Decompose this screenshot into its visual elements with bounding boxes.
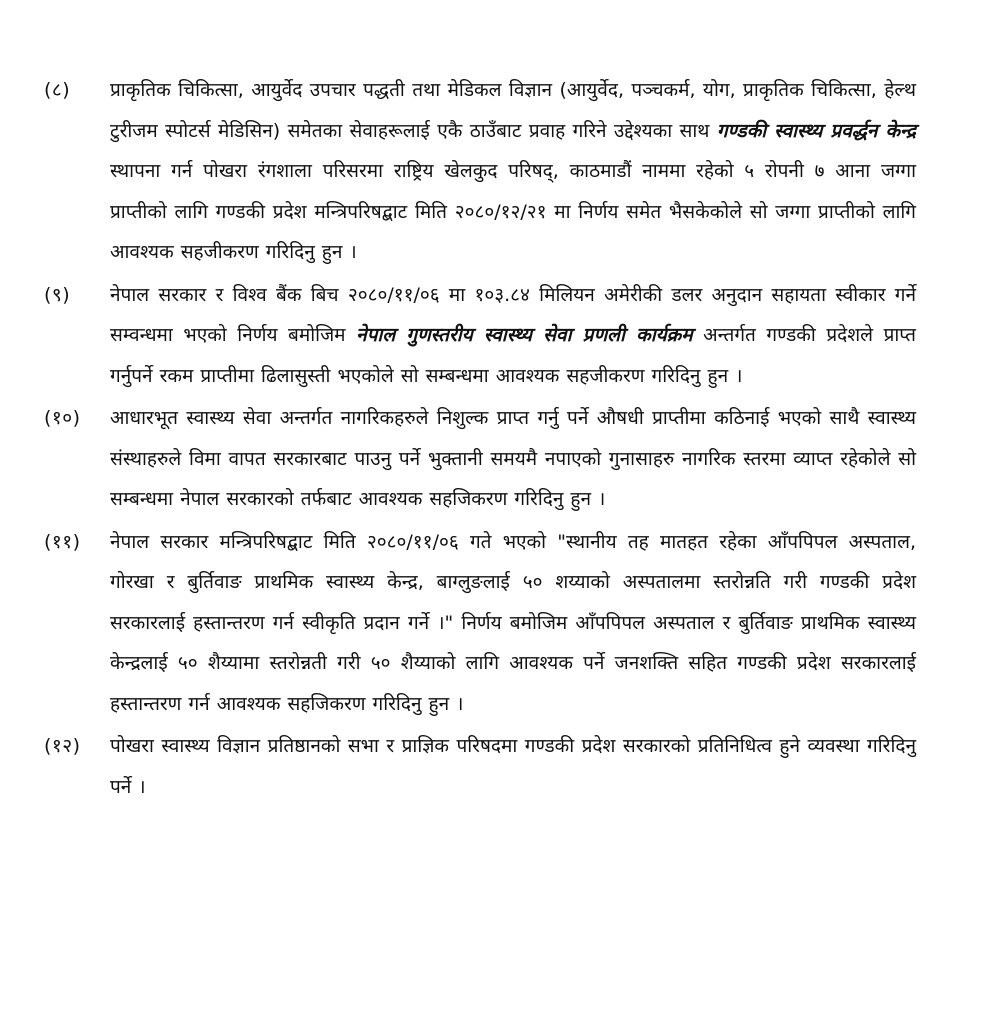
- text-segment: स्थापना गर्न पोखरा रंगशाला परिसरमा राष्ट्रिय खेलकुद परिषद्, काठमाडौं नाममा रहेको ५ रोपनी ७ आना जग्गा प्राप्तीको लागि गण्डकी प्रदेश मन्त्रिपरिषद्बाट मिति २०८०/१२/२१ मा निर्णय समेत भैसकेकोले सो जग्गा प्राप्तीको लागि आवश्यक सहजीकरण गरिदिनु हुन ।: [110, 160, 916, 263]
- emphasized-program-name: गण्डकी स्वास्थ्य प्रवर्द्धन केन्द्र: [716, 119, 916, 142]
- numbered-list: [44, 70, 916, 809]
- item-number: (१२): [44, 735, 81, 757]
- item-text: [110, 726, 916, 807]
- item-number: (१०): [44, 407, 81, 429]
- item-text: [110, 398, 916, 520]
- item-number: (८): [44, 79, 71, 101]
- item-number: (११): [44, 530, 81, 553]
- list-item-12: [44, 726, 916, 807]
- list-item-9: [44, 275, 916, 397]
- text-segment: नेपाल सरकार र विश्व बैंक बिच २०८०/११/०६ मा १०३.८४ मिलियन अमेरीकी डलर अनुदान सहायता स्वीकार गर्ने सम्वन्धमा भएको निर्णय बमोजिम: [110, 283, 916, 346]
- emphasized-program-name: नेपाल गुणस्तरीय स्वास्थ्य सेवा प्रणली कार्यक्रम: [356, 324, 693, 346]
- text-segment: अन्तर्गत गण्डकी प्रदेशले प्राप्त गर्नुपर्ने रकम प्राप्तीमा ढिलासुस्ती भएकोले सो सम्बन्धमा आवश्यक सहजीकरण गरिदिनु हुन ।: [110, 324, 916, 387]
- item-text: [110, 275, 916, 397]
- item-number: (९): [44, 283, 71, 306]
- text-segment: पोखरा स्वास्थ्य विज्ञान प्रतिष्ठानको सभा र प्राज्ञिक परिषदमा गण्डकी प्रदेश सरकारको प्रतिनिधित्व हुने व्यवस्था गरिदिनु पर्ने ।: [110, 735, 916, 798]
- text-segment: नेपाल सरकार मन्त्रिपरिषद्बाट मिति २०८०/११/०६ गते भएको "स्थानीय तह मातहत रहेका आँपपिपल अस्पताल, गोरखा र बुर्तिवाङ प्राथमिक स्वास्थ्य केन्द्र, बाग्लुङलाई ५० शय्याको अस्पतालमा स्तरोन्नति गरी गण्डकी प्रदेश सरकारलाई हस्तान्तरण गर्न स्वीकृति प्रदान गर्ने ।" निर्णय बमोजिम आँपपिपल अस्पताल र बुर्तिवाङ प्राथमिक स्वास्थ्य केन्द्रलाई ५० शैय्यामा स्तरोन्नती गरी ५० शैय्याको लागि आवश्यक पर्ने जनशक्ति सहित गण्डकी प्रदेश सरकारलाई हस्तान्तरण गर्न आवश्यक सहजिकरण गरिदिनु हुन ।: [110, 530, 916, 715]
- list-item-8: [44, 70, 916, 273]
- list-item-10: [44, 398, 916, 520]
- list-item-11: [44, 522, 916, 725]
- item-text: [110, 70, 916, 273]
- text-segment: प्राकृतिक चिकित्सा, आयुर्वेद उपचार पद्धती तथा मेडिकल विज्ञान (आयुर्वेद, पञ्चकर्म, योग, प्राकृतिक चिकित्सा, हेल्थ टुरीजम स्पोटर्स मेडिसिन) समेतका सेवाहरूलाई एकै ठाउँबाट प्रवाह गरिने उद्देश्यका साथ: [110, 79, 916, 142]
- text-segment: आधारभूत स्वास्थ्य सेवा अन्तर्गत नागरिकहरुले निशुल्क प्राप्त गर्नु पर्ने औषधी प्राप्तीमा कठिनाई भएको साथै स्वास्थ्य संस्थाहरुले विमा वापत सरकारबाट पाउनु पर्ने भुक्तानी समयमै नपाएको गुनासाहरु नागरिक स्तरमा व्याप्त रहेकोले सो सम्बन्धमा नेपाल सरकारको तर्फबाट आवश्यक सहजिकरण गरिदिनु हुन ।: [110, 407, 916, 510]
- item-text: [110, 522, 916, 725]
